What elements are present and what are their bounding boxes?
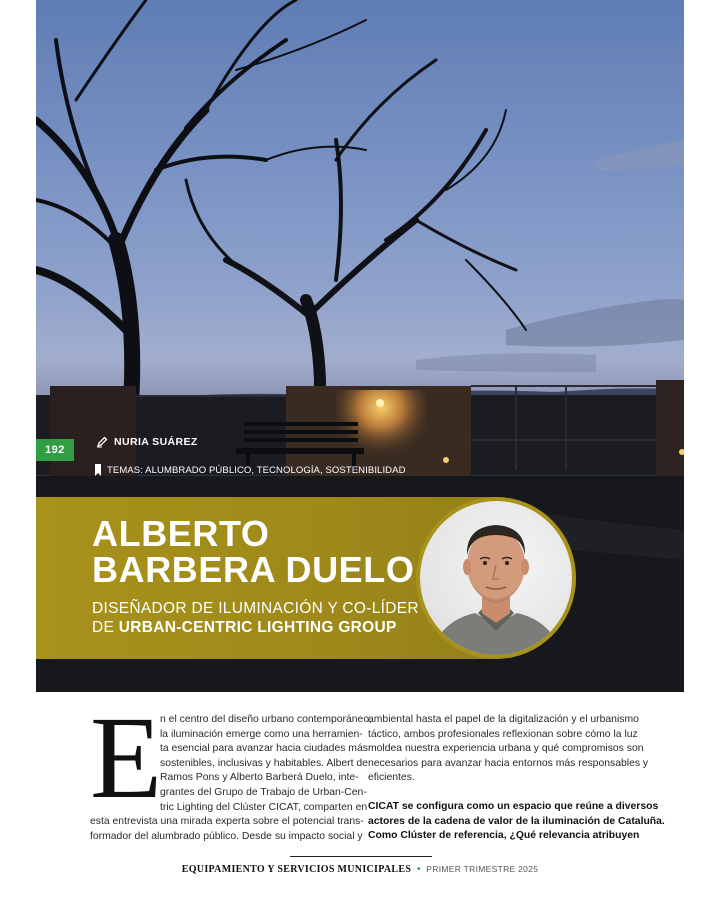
interviewee-name-line2: BARBERA DUELO [92,549,415,590]
body-line: formador del alumbrado público. Desde su impacto social y [90,830,363,842]
intro-paragraph [90,713,372,844]
body-line: necesarios para avanzar hacia entornos más responsables y [368,757,649,769]
issue-label: PRIMER TRIMESTRE 2025 [426,864,539,874]
interviewee-role-line1: DISEÑADOR DE ILUMINACIÓN Y CO-LÍDER [92,600,419,617]
body-line: n el centro del diseño urbano contemporáneo, [160,714,372,725]
portrait-illustration [420,501,572,655]
author-line [96,434,198,450]
interviewee-name-line1: ALBERTO [92,513,270,554]
body-line: táctico, ambos profesionales reflexionan sobre cómo la luz [368,728,638,740]
body-line: Ramos Pons y Alberto Barberá Duelo, inte- [160,772,359,784]
question-line: CICAT se configura como un espacio que reúne a diversos [368,800,659,812]
body-column-1 [90,713,372,844]
body-line: grantes del Grupo de Trabajo de Urban-Cen- [160,786,367,798]
role-group-name: URBAN-CENTRIC LIGHTING GROUP [118,619,397,636]
body-column-2 [368,713,665,844]
body-line: ta esencial para avanzar hacia ciudades más [160,743,368,755]
question-line: actores de la cadena de valor de la iluminación de Cataluña. [368,815,665,827]
pen-icon [96,436,108,448]
author-name: NURIA SUÁREZ [114,436,198,448]
role-prefix: DE [92,619,115,636]
drop-cap: E [90,692,163,823]
page-number: 192 [45,444,65,456]
question-line: Como Clúster de referencia, ¿Qué relevancia atribuyen [368,830,640,842]
footer-divider [290,856,432,857]
footer-separator: • [417,864,421,875]
publication-name: EQUIPAMIENTO Y SERVICIOS MUNICIPALES [181,864,412,875]
body-line: eficientes. [368,772,415,784]
bookmark-icon [94,464,102,476]
interviewee-portrait [416,497,576,659]
body-line: la iluminación emerge como una herramien- [160,728,363,740]
body-line: esta entrevista una mirada experta sobre el potencial trans- [90,816,364,828]
body-line: tric Lighting del Clúster CICAT, comparten en [160,801,368,813]
page-footer [0,864,720,875]
interviewee-role-line2 [92,619,397,637]
page-number-badge [36,439,74,461]
interview-question [368,800,665,844]
body-line: moldea nuestra experiencia urbana y qué compromisos son [368,743,644,755]
body-line: sostenibles, inclusivas y habitables. Albert de [160,757,368,769]
topics-line [94,462,406,478]
intro-paragraph-continued [368,713,649,786]
topics-text: TEMAS: ALUMBRADO PÚBLICO, TECNOLOGÍA, SOSTENIBILIDAD [107,464,406,476]
body-line: ambiental hasta el papel de la digitalización y el urbanismo [368,714,639,725]
